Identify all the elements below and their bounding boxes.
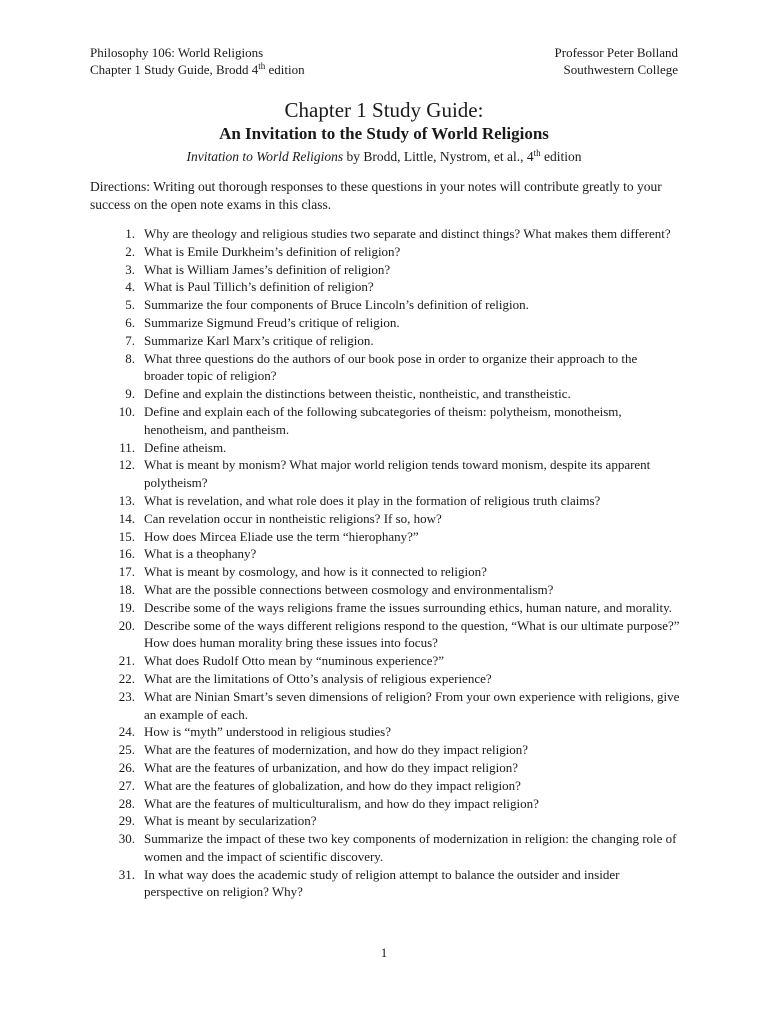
book-edition-superscript: th (533, 148, 541, 158)
question-text: In what way does the academic study of religion attempt to balance the outsider and insider perspective on religion? Why? (144, 866, 620, 900)
question-item (90, 795, 680, 813)
page-title: Chapter 1 Study Guide: (284, 98, 484, 122)
book-edition: edition (540, 149, 582, 164)
question-number: 16. (118, 546, 135, 562)
question-item (90, 314, 680, 332)
question-item (90, 545, 680, 563)
question-text: What is revelation, and what role does it play in the formation of religious truth claims? (144, 492, 601, 508)
question-number: 30. (118, 831, 135, 847)
question-text: What are the features of multiculturalism, and how do they impact religion? (144, 795, 539, 811)
header-right (555, 44, 678, 78)
question-text: Summarize Sigmund Freud’s critique of religion. (144, 314, 400, 330)
question-item (90, 670, 680, 688)
question-text: What is Emile Durkheim’s definition of religion? (144, 243, 401, 259)
question-item (90, 652, 680, 670)
question-item (90, 812, 680, 830)
question-number: 25. (118, 742, 135, 758)
guide-edition-line (90, 61, 305, 78)
question-text: Summarize Karl Marx’s critique of religion. (144, 332, 374, 348)
question-text: What is meant by cosmology, and how is it connected to religion? (144, 564, 487, 580)
book-citation (0, 148, 768, 165)
question-text: Summarize the four components of Bruce Lincoln’s definition of religion. (144, 297, 529, 313)
book-authors: by Brodd, Little, Nystrom, et al., 4 (343, 149, 534, 164)
question-number: 6. (125, 314, 135, 330)
question-item (90, 492, 680, 510)
question-text: Describe some of the ways religions frame the issues surrounding ethics, human nature, and morality. (144, 599, 673, 615)
question-number: 10. (118, 403, 135, 419)
question-item (90, 830, 680, 866)
question-text: What are the possible connections between cosmology and environmentalism? (144, 581, 554, 597)
question-text: What is Paul Tillich’s definition of religion? (144, 279, 374, 295)
question-number: 26. (118, 759, 135, 775)
question-number: 14. (118, 510, 135, 526)
question-number: 7. (125, 332, 135, 348)
question-item (90, 510, 680, 528)
question-number: 9. (125, 386, 135, 402)
professor-name: Professor Peter Bolland (554, 45, 678, 60)
question-number: 13. (118, 492, 135, 508)
question-item (90, 456, 680, 492)
question-number: 15. (118, 528, 135, 544)
question-item (90, 243, 680, 261)
question-item (90, 759, 680, 777)
question-item (90, 225, 680, 243)
question-text: What are Ninian Smart’s seven dimensions of religion? From your own experience with religions, give an example of each. (144, 688, 680, 722)
question-text: What are the features of globalization, and how do they impact religion? (144, 777, 521, 793)
question-item (90, 866, 680, 902)
question-text: Why are theology and religious studies two separate and distinct things? What makes them different? (144, 226, 671, 241)
page-number: 1 (380, 945, 388, 960)
question-text: What is meant by monism? What major world religion tends toward monism, despite its apparent polytheism? (144, 457, 651, 491)
question-item (90, 617, 680, 653)
question-number: 28. (118, 795, 135, 811)
header-left (90, 44, 305, 78)
question-text: Summarize the impact of these two key components of modernization in religion: the changing role of women and the impact of scientific discovery. (144, 831, 677, 864)
question-number: 19. (118, 599, 135, 615)
question-item (90, 261, 680, 279)
question-number: 17. (118, 564, 135, 580)
question-number: 12. (118, 457, 135, 473)
question-item (90, 581, 680, 599)
question-item (90, 741, 680, 759)
question-text: What is William James’s definition of religion? (144, 261, 391, 277)
question-item (90, 777, 680, 795)
book-title: Invitation to World Religions (186, 149, 344, 164)
question-text: What are the features of urbanization, and how do they impact religion? (144, 759, 518, 775)
question-text: Describe some of the ways different religions respond to the question, “What is our ultimate purpose?” How does human morality bring these issues into focus? (144, 617, 680, 651)
question-item (90, 723, 680, 741)
question-item (90, 296, 680, 314)
question-item (90, 528, 680, 546)
edition-superscript: th (258, 61, 266, 71)
question-item (90, 688, 680, 724)
question-text: What are the features of modernization, and how do they impact religion? (144, 742, 529, 758)
question-text: Define atheism. (144, 439, 227, 455)
question-number: 21. (118, 653, 135, 669)
guide-edition-text: Chapter 1 Study Guide, Brodd 4 (90, 62, 259, 77)
question-number: 27. (118, 777, 135, 793)
question-list (90, 225, 680, 901)
question-number: 22. (118, 670, 135, 686)
question-number: 8. (125, 350, 135, 366)
college-name: Southwestern College (563, 62, 678, 77)
directions-text: Directions: Writing out thorough responses to these questions in your notes will contribute greatly to your success on the open note exams in this class. (90, 179, 662, 212)
question-item (90, 599, 680, 617)
question-item (90, 332, 680, 350)
question-text: What does Rudolf Otto mean by “numinous experience?” (144, 653, 444, 669)
question-number: 20. (118, 617, 135, 633)
question-item (90, 350, 680, 386)
page-subtitle: An Invitation to the Study of World Religions (219, 124, 549, 143)
question-number: 18. (118, 581, 135, 597)
question-number: 1. (125, 226, 135, 241)
question-text: Can revelation occur in nontheistic religions? If so, how? (144, 510, 442, 526)
question-item (90, 403, 680, 439)
question-text: What are the limitations of Otto’s analysis of religious experience? (144, 670, 492, 686)
question-number: 31. (118, 866, 135, 882)
question-text: Define and explain each of the following subcategories of theism: polytheism, monotheism, henotheism, and pantheism. (144, 403, 622, 437)
question-number: 23. (118, 688, 135, 704)
question-text: What is meant by secularization? (144, 813, 317, 829)
question-text: What three questions do the authors of our book pose in order to organize their approach to the broader topic of religion? (144, 350, 638, 384)
question-number: 2. (125, 243, 135, 259)
question-number: 29. (118, 813, 135, 829)
question-item (90, 563, 680, 581)
question-number: 11. (119, 439, 135, 455)
question-text: How does Mircea Eliade use the term “hierophany?” (144, 528, 419, 544)
guide-edition-suffix: edition (265, 62, 305, 77)
question-text: What is a theophany? (144, 546, 257, 562)
course-name: Philosophy 106: World Religions (90, 45, 264, 60)
question-item (90, 439, 680, 457)
question-number: 24. (118, 724, 135, 740)
question-text: Define and explain the distinctions between theistic, nontheistic, and transtheistic. (144, 386, 571, 402)
question-item (90, 278, 680, 296)
question-number: 3. (125, 261, 135, 277)
question-text: How is “myth” understood in religious studies? (144, 724, 391, 740)
question-number: 5. (125, 297, 135, 313)
question-item (90, 385, 680, 403)
question-number: 4. (125, 279, 135, 295)
